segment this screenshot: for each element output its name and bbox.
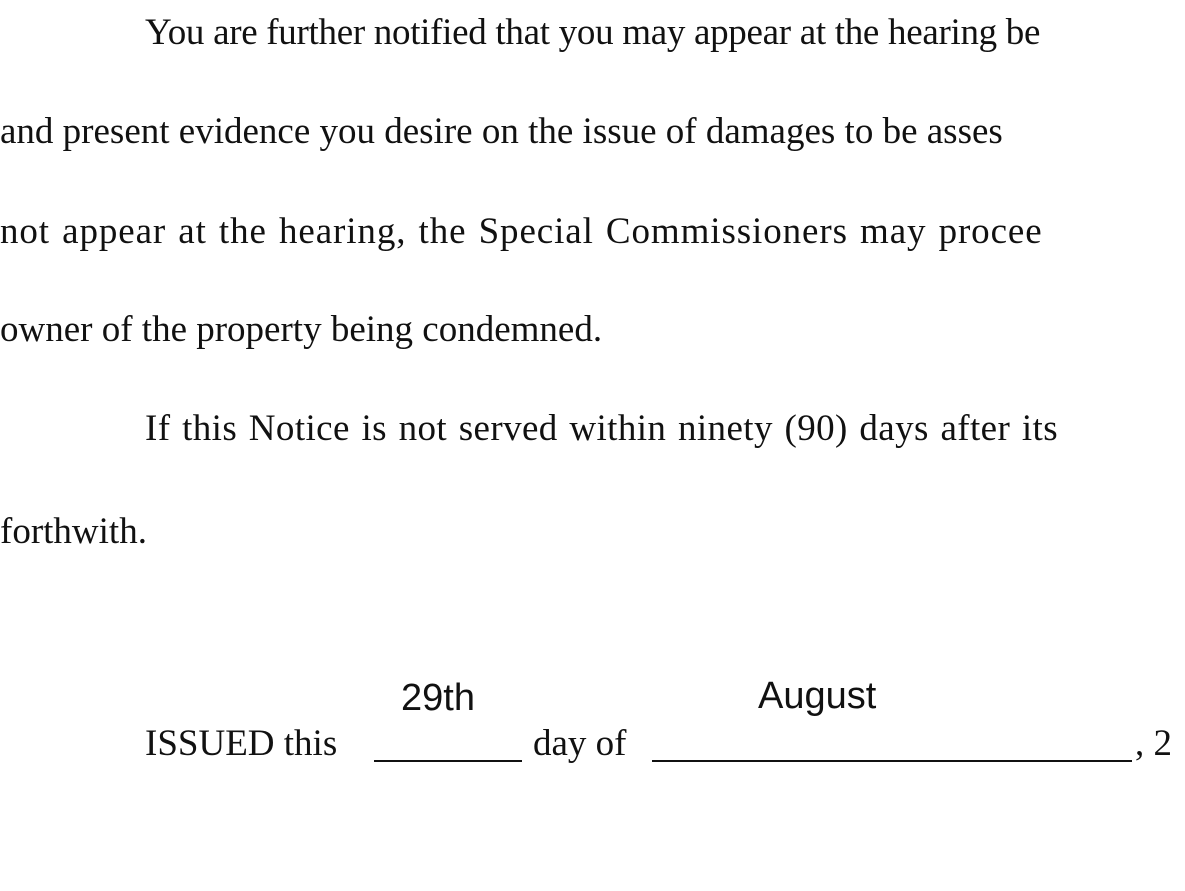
month-value: August bbox=[758, 675, 877, 717]
year-fragment: , 2 bbox=[1135, 723, 1172, 764]
issued-date-line bbox=[145, 675, 1185, 764]
month-blank-line bbox=[652, 760, 1132, 762]
paragraph-1-line-4: owner of the property being condemned. bbox=[0, 309, 603, 350]
paragraph-1-line-1: You are further notified that you may appear at the hearing be bbox=[145, 12, 1041, 53]
paragraph-2-line-1: If this Notice is not served within ninety (90) days after its bbox=[145, 408, 1059, 449]
paragraph-2-line-2: forthwith. bbox=[0, 511, 147, 552]
day-of-label: day of bbox=[533, 723, 627, 764]
day-blank-line bbox=[374, 760, 522, 762]
paragraph-1-line-3: not appear at the hearing, the Special Commissioners may procee bbox=[0, 211, 1043, 252]
paragraph-1-line-2: and present evidence you desire on the issue of damages to be asses bbox=[0, 111, 1003, 152]
issued-label: ISSUED this bbox=[145, 723, 338, 764]
day-value: 29th bbox=[401, 677, 475, 719]
